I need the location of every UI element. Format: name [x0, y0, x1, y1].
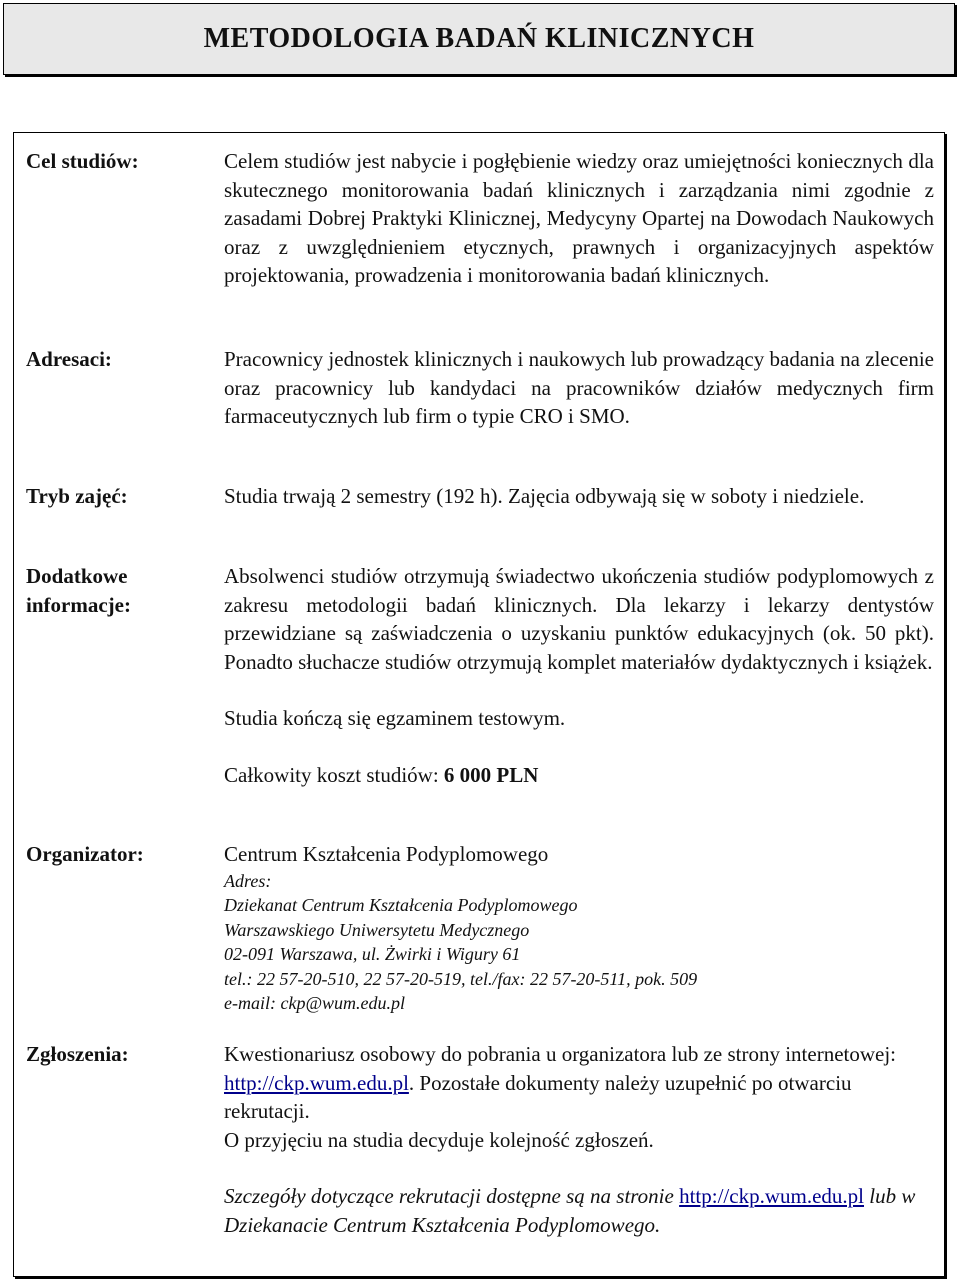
label-dodatkowe-line1: Dodatkowe [26, 564, 128, 588]
email-line: e-mail: ckp@wum.edu.pl [224, 993, 406, 1013]
text-adresaci: Pracownicy jednostek klinicznych i naukowych lub prowadzący badania na zlecenie oraz pracownicy lub kandydaci na pracowników działów medycznych firm farmaceutycznych lub firm o typie CRO i SMO. [224, 347, 934, 428]
text-zgloszenia [224, 1040, 934, 1239]
label-zgloszenia: Zgłoszenia: [26, 1042, 129, 1066]
title-banner [3, 3, 955, 75]
text-tryb: Studia trwają 2 semestry (192 h). Zajęcia odbywają się w soboty i niedziele. [224, 484, 865, 508]
phone-line: tel.: 22 57-20-510, 22 57-20-519, tel./fax: 22 57-20-511, pok. 509 [224, 968, 698, 989]
organizer-address [224, 869, 934, 1016]
exam-note: Studia kończą się egzaminem testowym. [224, 706, 566, 730]
dodatkowe-paragraph: Absolwenci studiów otrzymują świadectwo ukończenia studiów podyplomowych z zakresu metodologii badań klinicznych. Dla lekarzy i lekarzy dentystów przewidziane są zaświadczenia o uzyskaniu punktów edukacyjnych (ok. 50 pkt). Ponadto słuchacze studiów otrzymują komplet materiałów dydaktycznych i książek. [224, 564, 934, 674]
label-tryb: Tryb zajęć: [26, 484, 128, 508]
text-cel: Celem studiów jest nabycie i pogłębienie wiedzy oraz umiejętności koniecznych dla skutecznego monitorowania badań klinicznych i zarządzania nimi zgodnie z zasadami Dobrej Praktyki Klinicznej, Medycyny Opartej na Dowodach Naukowych oraz z uwzględnieniem etycznych, prawnych i organizacyjnych aspektów projektowania, prowadzenia i monitorowania badań klinicznych. [224, 149, 934, 287]
address-line3: 02-091 Warszawa, ul. Żwirki i Wigury 61 [224, 944, 521, 964]
details-text-before: Szczegóły dotyczące rekrutacji dostępne są na stronie [224, 1184, 680, 1208]
label-dodatkowe-line2: informacje: [26, 593, 131, 617]
text-organizator [224, 840, 934, 1016]
page-title: METODOLOGIA BADAŃ KLINICZNYCH [203, 23, 755, 54]
zgloszenia-text-before: Kwestionariusz osobowy do pobrania u organizatora lub ze strony internetowej: [224, 1042, 897, 1066]
address-line2: Warszawskiego Uniwersytetu Medycznego [224, 919, 530, 940]
organizer-name: Centrum Kształcenia Podyplomowego [224, 842, 549, 866]
details-paragraph [224, 1182, 934, 1239]
content-box [13, 132, 945, 1277]
label-adresaci: Adresaci: [26, 347, 112, 371]
address-line1: Dziekanat Centrum Kształcenia Podyplomowego [224, 895, 578, 915]
cost-label: Całkowity koszt studiów: [224, 762, 444, 787]
label-cel: Cel studiów: [26, 149, 139, 173]
details-website-link[interactable]: http://ckp.wum.edu.pl [679, 1184, 864, 1208]
cost-value: 6 000 PLN [443, 762, 539, 787]
label-organizator: Organizator: [26, 842, 144, 866]
order-note: O przyjęciu na studia decyduje kolejność zgłoszeń. [224, 1127, 654, 1152]
cost-line [224, 761, 934, 790]
zgloszenia-text-after: . Pozostałe dokumenty należy uzupełnić po otwarciu rekrutacji. [224, 1070, 852, 1123]
details-text-after: lub w Dziekanacie Centrum Kształcenia Podyplomowego. [224, 1184, 916, 1237]
text-dodatkowe [224, 562, 934, 789]
zgloszenia-paragraph [224, 1040, 934, 1126]
label-dodatkowe [26, 562, 196, 620]
address-label: Adres: [224, 870, 272, 891]
ckp-website-link[interactable]: http://ckp.wum.edu.pl [224, 1070, 409, 1095]
